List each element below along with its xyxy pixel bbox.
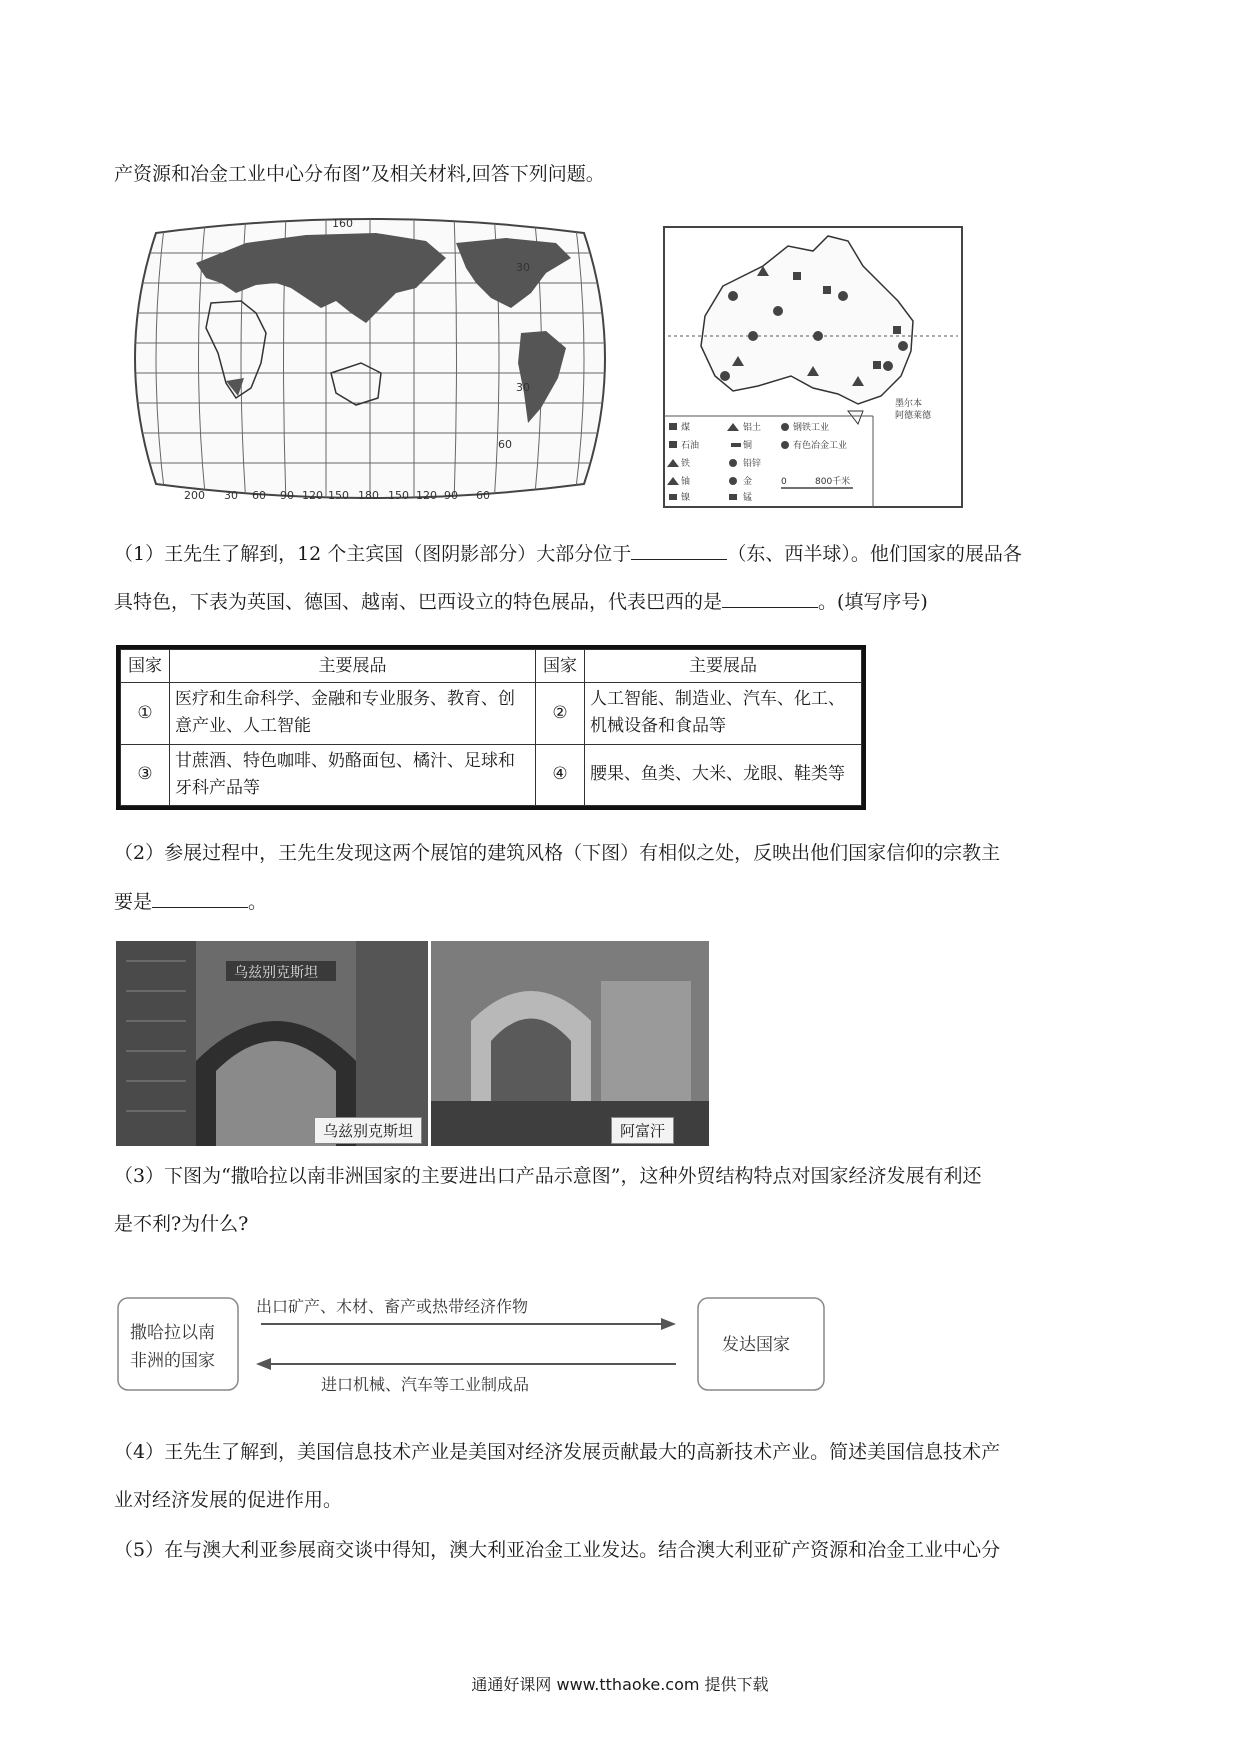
map-label-lon-4: 120 — [302, 489, 323, 502]
answer-blank-2[interactable] — [722, 589, 818, 608]
legend-nickel: 镍 — [681, 493, 691, 503]
exhibits-table — [116, 645, 866, 810]
australia-resource-map — [663, 226, 963, 508]
map-label-lon-3: 90 — [280, 489, 294, 502]
map-label-lat: 30 — [516, 261, 530, 274]
map-label-lon-1: 30 — [224, 489, 238, 502]
map-label-lon-8: 120 — [416, 489, 437, 502]
map-label-lon-10: 60 — [476, 489, 490, 502]
row-items: 医疗和生命科学、金融和专业服务、教育、创意产业、人工智能 — [170, 683, 536, 745]
q2-text-b: 。 — [248, 891, 268, 913]
legend-bauxite: 铝土 — [743, 423, 762, 433]
question-3-line1: （3）下图为“撒哈拉以南非洲国家的主要进出口产品示意图”，这种外贸结构特点对国家经济发展有利还 — [114, 1165, 982, 1187]
legend-iron: 铁 — [681, 459, 691, 469]
map-label-lat-60: 60 — [498, 438, 512, 451]
trade-left-box-line2: 非洲的国家 — [130, 1351, 215, 1371]
import-label: 进口机械、汽车等工业制成品 — [321, 1375, 530, 1394]
question-1-line1 — [114, 541, 1134, 566]
row-items: 腰果、鱼类、大米、龙眼、鞋类等 — [585, 744, 862, 806]
map-label-lon-2: 60 — [252, 489, 266, 502]
legend-leadzinc: 铅锌 — [743, 459, 762, 469]
question-3-line2: 是不利?为什么? — [114, 1213, 249, 1235]
row-number: ① — [121, 683, 170, 745]
map-label-160: 160 — [332, 217, 353, 230]
table-header-country-2: 国家 — [536, 650, 585, 683]
legend-steel: 钢铁工业 — [793, 423, 830, 433]
question-2-line1: （2）参展过程中，王先生发现这两个展馆的建筑风格（下图）有相似之处，反映出他们国家信仰的宗教主 — [114, 842, 1001, 864]
scale-label: 800千米 — [815, 477, 851, 487]
question-4-line1: （4）王先生了解到，美国信息技术产业是美国对经济发展贡献最大的高新技术产业。简述美国信息技术产 — [114, 1441, 1001, 1463]
legend-copper: 铜 — [743, 441, 753, 451]
table-header-country: 国家 — [121, 650, 170, 683]
q1-text-c: 具特色，下表为英国、德国、越南、巴西设立的特色展品，代表巴西的是 — [114, 591, 723, 613]
legend-nonferrous: 有色冶金工业 — [793, 441, 848, 451]
map-label-lon-5: 150 — [328, 489, 349, 502]
question-2-line2 — [114, 889, 1134, 914]
city-adelaide: 阿德莱德 — [895, 411, 932, 421]
city-melbourne: 墨尔本 — [895, 399, 923, 409]
afghanistan-pavilion-photo — [431, 941, 709, 1146]
question-4-line2: 业对经济发展的促进作用。 — [114, 1489, 343, 1511]
table-row — [121, 744, 862, 806]
world-map — [126, 213, 614, 504]
q1-text-a: （1）王先生了解到，12 个主宾国（图阴影部分）大部分位于 — [114, 543, 632, 565]
row-items: 甘蔗酒、特色咖啡、奶酪面包、橘汁、足球和牙科产品等 — [170, 744, 536, 806]
legend-oil: 石油 — [681, 441, 700, 451]
map-label-lon-0: 200 — [184, 489, 205, 502]
page-footer: 通通好课网 www.tthaoke.com 提供下载 — [471, 1675, 769, 1694]
legend-gold: 金 — [743, 477, 753, 487]
table-header-items-2: 主要展品 — [585, 650, 862, 683]
row-number: ③ — [121, 744, 170, 806]
legend-coal: 煤 — [681, 423, 691, 433]
scale-zero: 0 — [781, 477, 787, 487]
legend-manganese: 锰 — [743, 493, 753, 503]
trade-left-box-line1: 撒哈拉以南 — [130, 1323, 215, 1343]
map-label-lon-9: 90 — [444, 489, 458, 502]
trade-diagram — [116, 1290, 828, 1400]
q2-text-a: 要是 — [114, 891, 153, 913]
question-5-line1: （5）在与澳大利亚参展商交谈中得知，澳大利亚冶金工业发达。结合澳大利亚矿产资源和冶金工业中心分 — [114, 1539, 1001, 1561]
row-number: ④ — [536, 744, 585, 806]
photo-label-uzbekistan: 乌兹别克斯坦 — [314, 1117, 422, 1144]
map-label-lat-s: 30 — [516, 381, 530, 394]
question-1-line2 — [114, 589, 1134, 614]
trade-right-box: 发达国家 — [722, 1335, 790, 1355]
table-row — [121, 683, 862, 745]
row-items: 人工智能、制造业、汽车、化工、机械设备和食品等 — [585, 683, 862, 745]
map-label-lon-6: 180 — [358, 489, 379, 502]
photo-label-afghanistan: 阿富汗 — [611, 1117, 674, 1144]
uzbekistan-pavilion-photo — [116, 941, 428, 1146]
pavilion-sign: 乌兹别克斯坦 — [234, 965, 318, 981]
row-number: ② — [536, 683, 585, 745]
intro-text: 产资源和冶金工业中心分布图”及相关材料,回答下列问题。 — [114, 163, 605, 185]
table-header-items: 主要展品 — [170, 650, 536, 683]
q1-text-d: 。(填写序号) — [818, 591, 928, 613]
export-label: 出口矿产、木材、畜产或热带经济作物 — [256, 1297, 529, 1316]
map-label-lon-7: 150 — [388, 489, 409, 502]
answer-blank-1[interactable] — [631, 541, 727, 560]
answer-blank-3[interactable] — [152, 889, 248, 908]
q1-text-b: （东、西半球）。他们国家的展品各 — [727, 543, 1022, 565]
legend-uranium: 铀 — [681, 477, 691, 487]
